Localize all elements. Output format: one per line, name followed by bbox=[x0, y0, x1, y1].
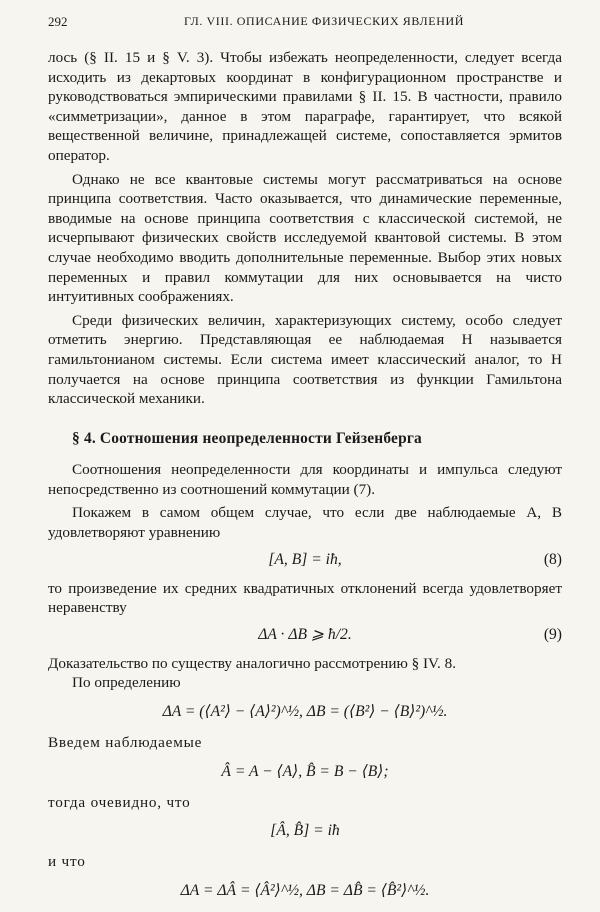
equation-8 bbox=[48, 549, 562, 571]
section-heading: § 4. Соотношения неопределенности Гейзенберга bbox=[72, 429, 422, 447]
equation-8-number: (8) bbox=[543, 550, 562, 568]
equation-hats bbox=[48, 759, 562, 785]
equation-commutator-text: [Â, B̂] = iħ bbox=[270, 822, 340, 840]
equation-definition bbox=[48, 699, 562, 725]
equation-final bbox=[48, 878, 562, 904]
running-title: ГЛ. VIII. ОПИСАНИЕ ФИЗИЧЕСКИХ ЯВЛЕНИЙ bbox=[183, 14, 465, 28]
equation-8-text: [A, B] = iħ, bbox=[268, 550, 342, 568]
page-header bbox=[48, 14, 560, 34]
equation-final-text: ΔA = ΔÂ = ⟨Â²⟩^½, ΔB = ΔB̂ = ⟨B̂²⟩^½. bbox=[180, 881, 430, 899]
page-body bbox=[48, 48, 562, 912]
paragraph-2: Однако не все квантовые системы могут рассматриваться на основе принципа соответствия. Часто оказывается, что динамические переменные, вводимые на основе принципа соответствия с классической системой, не исчерпывают физических свойств исследуемой квантовой системы. В этом случае необходимо вводить дополнительные переменные. Выбор этих новых переменных и правил коммутации для них основывается на чисто интуитивных соображениях. bbox=[48, 170, 562, 306]
equation-hats-text: Â = A − ⟨A⟩, B̂ = B − ⟨B⟩; bbox=[221, 762, 389, 780]
equation-9-number: (9) bbox=[543, 625, 562, 643]
page-number: 292 bbox=[48, 14, 68, 29]
equation-9 bbox=[48, 624, 562, 646]
paragraph-6: то произведение их средних квадратичных отклонений всегда удовлетворяет неравенству bbox=[48, 579, 562, 617]
paragraph-11: и что bbox=[48, 853, 86, 871]
equation-9-text: ΔA · ΔB ⩾ ħ/2. bbox=[258, 625, 352, 643]
paragraph-1: лось (§ II. 15 и § V. 3). Чтобы избежать неопределенности, следует всегда исходить из декартовых координат в конфигурационном пространстве и руководствоваться эмпирическими правилами § II. 15. В частности, правило «симметризации», данное в этом параграфе, гарантирует, что всякой вещественной величине, принадлежащей системе, сопоставляется эрмитов оператор. bbox=[48, 49, 562, 164]
paragraph-4: Соотношения неопределенности для координаты и импульса следуют непосредственно из соотношений коммутации (7). bbox=[48, 461, 562, 498]
paragraph-3: Среди физических величин, характеризующих систему, особо следует отметить энергию. Представляющая ее наблюдаемая H называется гамильтонианом системы. Если система имеет классический аналог, то H получается на основе принципа соответствия из функции Гамильтона классической механики. bbox=[48, 311, 562, 408]
paragraph-10: тогда очевидно, что bbox=[48, 793, 191, 811]
paragraph-9: Введем наблюдаемые bbox=[48, 734, 203, 752]
paragraph-8: По определению bbox=[72, 674, 181, 692]
equation-commutator bbox=[48, 818, 562, 844]
equation-definition-text: ΔA = (⟨A²⟩ − ⟨A⟩²)^½, ΔB = (⟨B²⟩ − ⟨B⟩²)^½. bbox=[162, 703, 448, 721]
paragraph-7: Доказательство по существу аналогично рассмотрению § IV. 8. bbox=[48, 654, 457, 672]
paragraph-5: Покажем в самом общем случае, что если две наблюдаемые A, B удовлетворяют уравнению bbox=[48, 504, 562, 542]
